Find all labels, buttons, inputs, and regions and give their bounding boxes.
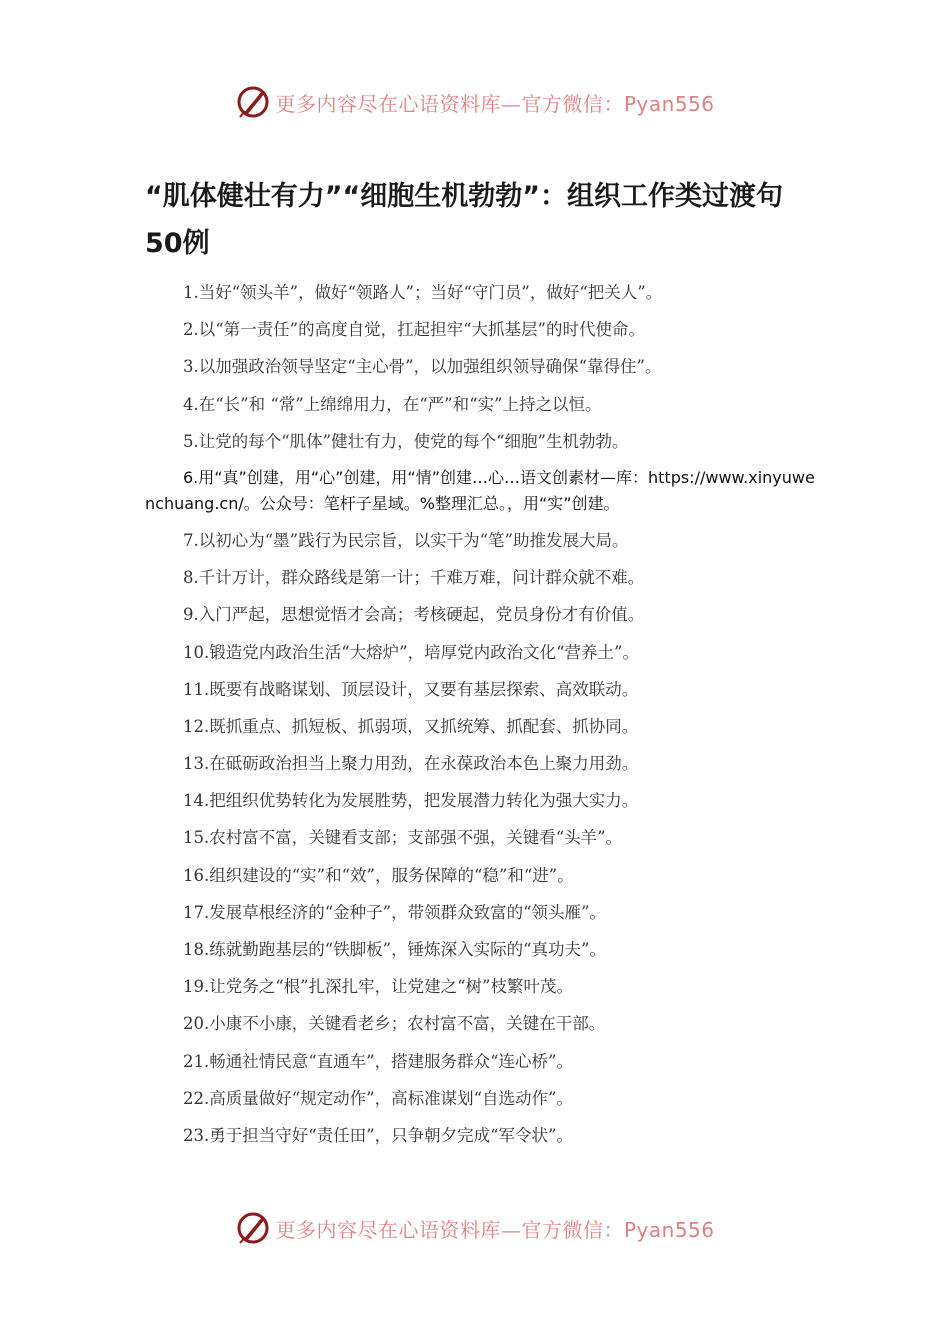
banner-text: 更多内容尽在心语资料库—官方微信：Pyan556 <box>275 1217 715 1242</box>
list-item: 1.当好“领头羊”，做好“领路人”；当好“守门员”，做好“把关人”。 <box>183 283 663 302</box>
list-item: 14.把组织优势转化为发展胜势，把发展潜力转化为强大实力。 <box>183 791 639 811</box>
list-item: 23.勇于担当守好“责任田”，只争朝夕完成“军令状”。 <box>183 1125 573 1145</box>
list-item: 17.发展草根经济的“金种子”，带领群众致富的“领头雁”。 <box>183 902 606 922</box>
list-item: 11.既要有战略谋划、顶层设计，又要有基层探索、高效联动。 <box>183 679 639 699</box>
list-item: 13.在砥砺政治担当上聚力用劲，在永葆政治本色上聚力用劲。 <box>183 754 639 774</box>
banner-text: 更多内容尽在心语资料库—官方微信：Pyan556 <box>275 91 715 116</box>
list-item: 19.让党务之“根”扎深扎牢，让党建之“树”枝繁叶茂。 <box>183 977 573 997</box>
list-item: 21.畅通社情民意“直通车”，搭建服务群众“连心桥”。 <box>183 1051 573 1071</box>
list-item: 18.练就勤跑基层的“铁脚板”，锤炼深入实际的“真功夫”。 <box>183 940 606 959</box>
sentence-list <box>145 279 815 1159</box>
list-item: 8.千计万计，群众路线是第一计；千难万难，问计群众就不难。 <box>183 568 645 588</box>
list-item: 15.农村富不富，关键看支部；支部强不强，关键看“头羊”。 <box>183 828 623 848</box>
quill-logo-icon <box>235 84 271 120</box>
list-item: 16.组织建设的“实”和“效”，服务保障的“稳”和“进”。 <box>183 865 574 885</box>
list-item: 5.让党的每个“肌体”健壮有力，使党的每个“细胞”生机勃勃。 <box>183 431 629 451</box>
list-item: 12.既抓重点、抓短板、抓弱项，又抓统筹、抓配套、抓协同。 <box>183 716 639 736</box>
list-item-with-link: 6.用“真”创建，用“心”创建，用“情”创建…心…语文创素材—库：https://www.xinyuwenchuang.cn/。公众号：笔杆子星域。%整理汇总。，用“实”创建。 <box>145 467 815 513</box>
footer-banner <box>0 1208 950 1248</box>
wechat-id: Pyan556 <box>623 91 715 116</box>
list-item: 10.锻造党内政治生活“大熔炉”，培厚党内政治文化“营养土”。 <box>183 642 639 662</box>
list-item: 7.以初心为“墨”践行为民宗旨，以实干为“笔”助推发展大局。 <box>183 530 629 550</box>
list-item: 4.在“长”和 “常”上绵绵用力，在“严”和“实”上持之以恒。 <box>183 394 602 414</box>
list-item: 22.高质量做好“规定动作”，高标准谋划“自选动作”。 <box>183 1088 573 1108</box>
list-item: 3.以加强政治领导坚定“主心骨”，以加强组织领导确保“靠得住”。 <box>183 357 662 377</box>
list-item: 2.以“第一责任”的高度自觉，扛起担牢“大抓基层”的时代使命。 <box>183 320 645 340</box>
header-banner <box>0 82 950 122</box>
page-title: “肌体健壮有力”“细胞生机勃勃”：组织工作类过渡句50例 <box>145 181 783 259</box>
list-item: 9.入门严起，思想觉悟才会高；考核硬起，党员身份才有价值。 <box>183 605 645 625</box>
quill-logo-icon <box>235 1210 271 1246</box>
list-item: 20.小康不小康，关键看老乡；农村富不富，关键在干部。 <box>183 1014 606 1034</box>
wechat-id: Pyan556 <box>623 1217 715 1242</box>
